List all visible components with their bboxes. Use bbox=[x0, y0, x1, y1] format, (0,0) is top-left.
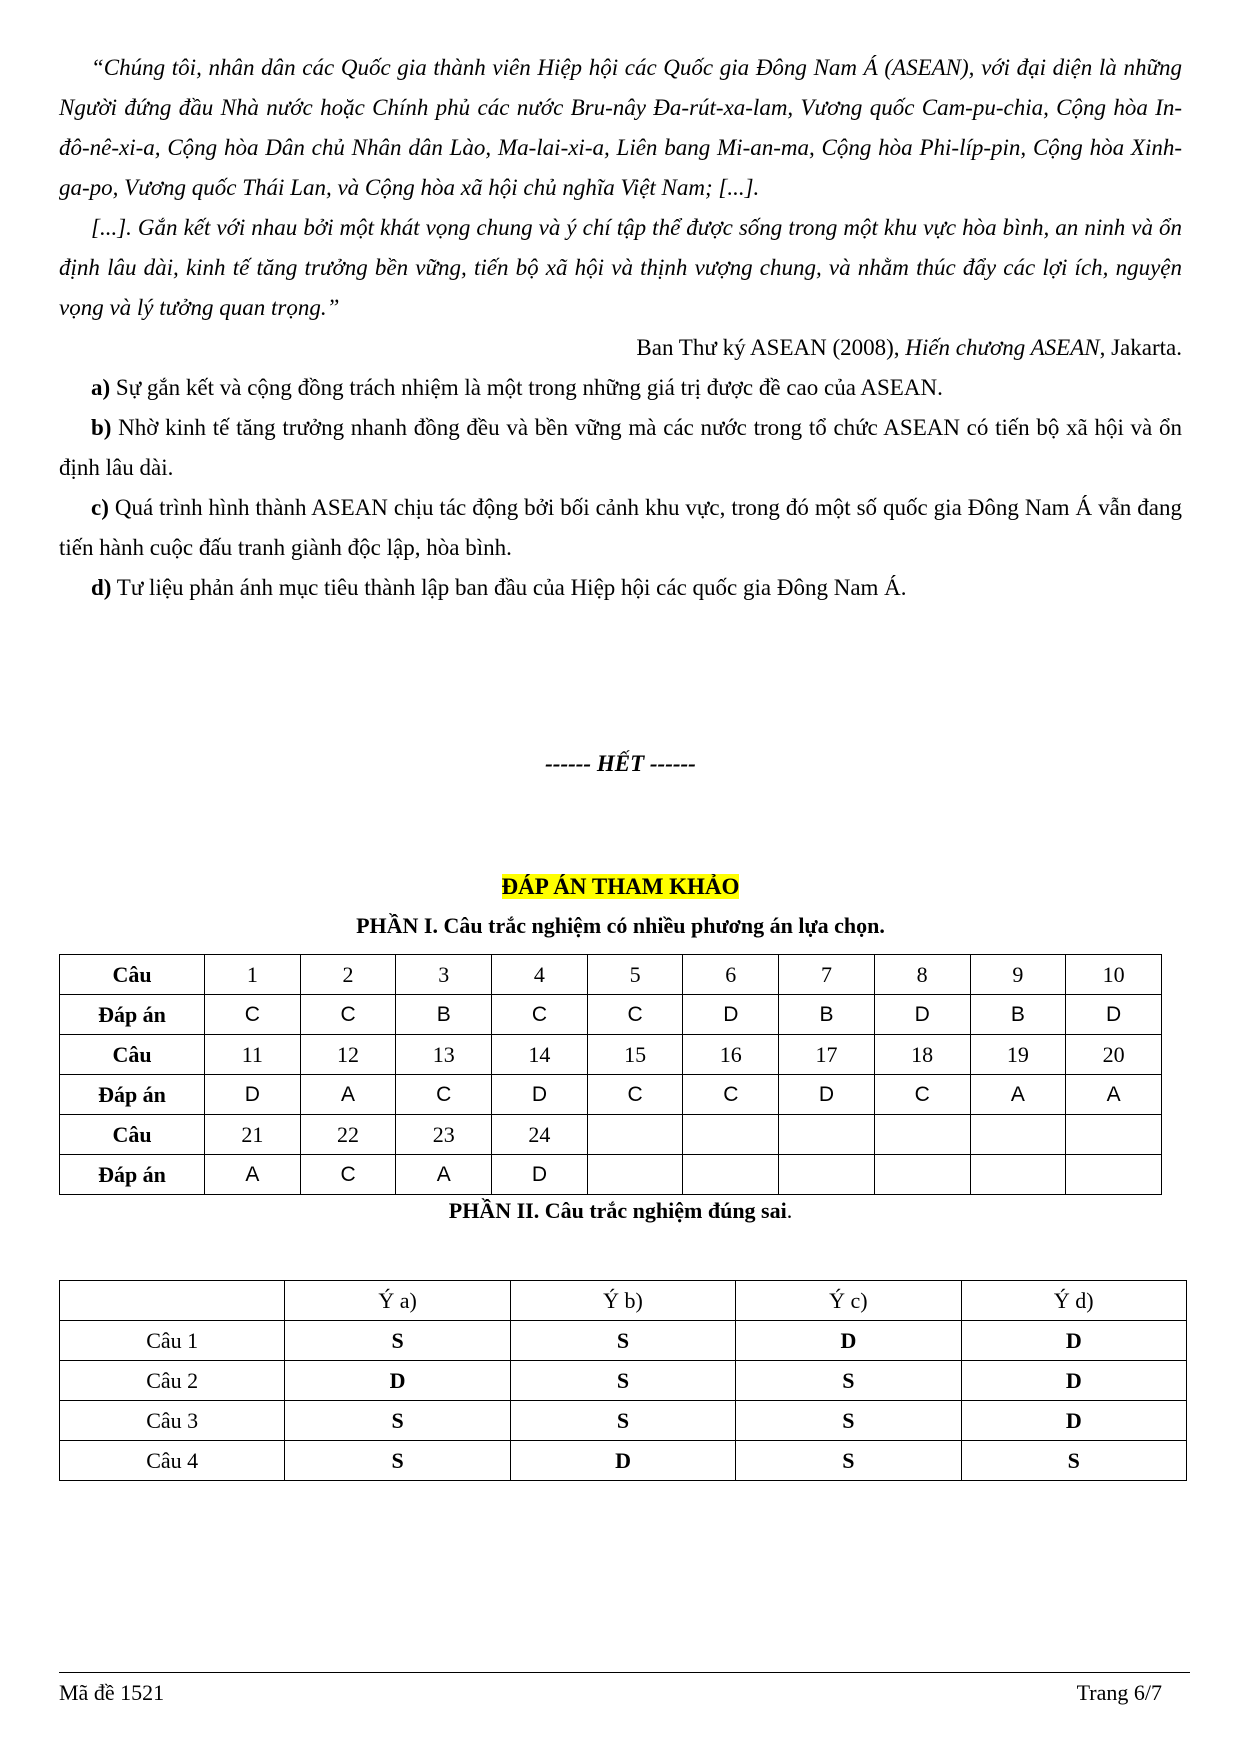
answer-cell: B bbox=[779, 995, 875, 1035]
header-cell: Ý d) bbox=[961, 1281, 1186, 1321]
question-number-cell: 5 bbox=[587, 955, 683, 995]
value-cell: S bbox=[285, 1401, 510, 1441]
value-cell: D bbox=[510, 1441, 735, 1481]
question-number-cell: 9 bbox=[970, 955, 1066, 995]
question-row bbox=[60, 955, 1162, 995]
quote-paragraph-2: [...]. Gắn kết với nhau bởi một khát vọng chung và ý chí tập thể được sống trong một khu vực hòa bình, an ninh và ổn định lâu dài, kinh tế tăng trưởng bền vững, tiến bộ xã hội và thịnh vượng chung, và nhằm thúc đẩy các lợi ích, nguyện vọng và lý tưởng quan trọng.” bbox=[59, 215, 1182, 320]
value-cell: S bbox=[285, 1441, 510, 1481]
question-number-cell: 24 bbox=[492, 1115, 588, 1155]
quote-paragraph-1: “Chúng tôi, nhân dân các Quốc gia thành viên Hiệp hội các Quốc gia Đông Nam Á (ASEAN), với đại diện là những Người đứng đầu Nhà nước hoặc Chính phủ các nước Bru-nây Đa-rút-xa-lam, Vương quốc Cam-pu-chia, Cộng hòa In-đô-nê-xi-a, Cộng hòa Dân chủ Nhân dân Lào, Ma-lai-xi-a, Liên bang Mi-an-ma, Cộng hòa Phi-líp-pin, Cộng hòa Xinh-ga-po, Vương quốc Thái Lan, và Cộng hòa xã hội chủ nghĩa Việt Nam; [...]. bbox=[59, 55, 1182, 200]
header-cell: Ý a) bbox=[285, 1281, 510, 1321]
answer-cell: C bbox=[587, 1075, 683, 1115]
question-number-cell bbox=[1066, 1115, 1162, 1155]
question-number-cell: 10 bbox=[1066, 955, 1162, 995]
answer-cell: C bbox=[300, 1155, 396, 1195]
question-number-cell bbox=[683, 1115, 779, 1155]
part1-answer-table bbox=[59, 954, 1162, 1195]
table-row bbox=[60, 1441, 1187, 1481]
question-number-cell bbox=[970, 1115, 1066, 1155]
value-cell: S bbox=[510, 1401, 735, 1441]
question-number-cell: 14 bbox=[492, 1035, 588, 1075]
answer-cell: A bbox=[205, 1155, 301, 1195]
question-number-cell: 2 bbox=[300, 955, 396, 995]
answer-label-cell: Đáp án bbox=[60, 995, 205, 1035]
source-title: Hiến chương ASEAN bbox=[905, 335, 1100, 360]
answer-cell: D bbox=[1066, 995, 1162, 1035]
answer-cell: C bbox=[300, 995, 396, 1035]
question-number-cell: 15 bbox=[587, 1035, 683, 1075]
question-number-cell: 7 bbox=[779, 955, 875, 995]
value-cell: D bbox=[961, 1401, 1186, 1441]
question-row bbox=[60, 1115, 1162, 1155]
option-b bbox=[59, 408, 1182, 488]
question-label-cell: Câu bbox=[60, 955, 205, 995]
part2-title-end: . bbox=[786, 1198, 793, 1223]
header-cell bbox=[60, 1281, 285, 1321]
question-number-cell bbox=[587, 1115, 683, 1155]
question-number-cell: 3 bbox=[396, 955, 492, 995]
question-label-cell: Câu bbox=[60, 1035, 205, 1075]
question-number-cell: 6 bbox=[683, 955, 779, 995]
question-number-cell: 1 bbox=[205, 955, 301, 995]
question-number-cell: 21 bbox=[205, 1115, 301, 1155]
answer-cell: D bbox=[492, 1155, 588, 1195]
part1-title: PHẦN I. Câu trắc nghiệm có nhiều phương án lựa chọn. bbox=[356, 913, 885, 938]
row-label-cell: Câu 2 bbox=[60, 1361, 285, 1401]
question-number-cell: 11 bbox=[205, 1035, 301, 1075]
part2-title bbox=[59, 1198, 1182, 1224]
table-row bbox=[60, 1361, 1187, 1401]
question-number-cell: 23 bbox=[396, 1115, 492, 1155]
answer-cell bbox=[683, 1155, 779, 1195]
question-number-cell bbox=[874, 1115, 970, 1155]
options-list bbox=[59, 368, 1182, 608]
answer-cell: C bbox=[683, 1075, 779, 1115]
table-row bbox=[60, 1321, 1187, 1361]
quote-source bbox=[59, 328, 1182, 368]
option-text: Sự gắn kết và cộng đồng trách nhiệm là một trong những giá trị được đề cao của ASEAN. bbox=[110, 375, 943, 400]
answer-cell: D bbox=[205, 1075, 301, 1115]
answer-cell bbox=[779, 1155, 875, 1195]
question-number-cell: 16 bbox=[683, 1035, 779, 1075]
question-number-cell: 4 bbox=[492, 955, 588, 995]
option-d bbox=[59, 568, 1182, 608]
table-row bbox=[60, 1401, 1187, 1441]
answer-cell: B bbox=[970, 995, 1066, 1035]
value-cell: D bbox=[961, 1361, 1186, 1401]
question-number-cell: 12 bbox=[300, 1035, 396, 1075]
header-cell: Ý b) bbox=[510, 1281, 735, 1321]
value-cell: S bbox=[285, 1321, 510, 1361]
option-c bbox=[59, 488, 1182, 568]
answer-cell: A bbox=[300, 1075, 396, 1115]
answer-row bbox=[60, 1155, 1162, 1195]
footer-divider bbox=[59, 1672, 1190, 1673]
option-text: Nhờ kinh tế tăng trưởng nhanh đồng đều và bền vững mà các nước trong tổ chức ASEAN có tiến bộ xã hội và ổn định lâu dài. bbox=[59, 415, 1182, 480]
option-a bbox=[59, 368, 1182, 408]
option-label: b) bbox=[91, 415, 112, 440]
answer-cell: C bbox=[396, 1075, 492, 1115]
answer-row bbox=[60, 995, 1162, 1035]
value-cell: S bbox=[510, 1321, 735, 1361]
option-text: Quá trình hình thành ASEAN chịu tác động bởi bối cảnh khu vực, trong đó một số quốc gia Đông Nam Á vẫn đang tiến hành cuộc đấu tranh giành độc lập, hòa bình. bbox=[59, 495, 1182, 560]
answers-title-text: ĐÁP ÁN THAM KHẢO bbox=[501, 874, 740, 899]
answer-label-cell: Đáp án bbox=[60, 1155, 205, 1195]
answer-cell: D bbox=[492, 1075, 588, 1115]
answer-cell: A bbox=[1066, 1075, 1162, 1115]
answer-cell bbox=[587, 1155, 683, 1195]
answer-cell: C bbox=[492, 995, 588, 1035]
question-number-cell: 17 bbox=[779, 1035, 875, 1075]
answer-cell: A bbox=[396, 1155, 492, 1195]
answer-row bbox=[60, 1075, 1162, 1115]
answer-cell bbox=[970, 1155, 1066, 1195]
part2-answer-table bbox=[59, 1280, 1187, 1481]
row-label-cell: Câu 4 bbox=[60, 1441, 285, 1481]
question-number-cell: 8 bbox=[874, 955, 970, 995]
question-number-cell: 20 bbox=[1066, 1035, 1162, 1075]
source-place: , Jakarta. bbox=[1099, 335, 1182, 360]
question-row bbox=[60, 1035, 1162, 1075]
option-label: c) bbox=[91, 495, 109, 520]
value-cell: S bbox=[510, 1361, 735, 1401]
quote-block bbox=[59, 48, 1182, 328]
answer-cell bbox=[1066, 1155, 1162, 1195]
header-cell: Ý c) bbox=[736, 1281, 961, 1321]
part2-title-text: PHẦN II. Câu trắc nghiệm đúng sai bbox=[448, 1198, 787, 1223]
page-content bbox=[59, 48, 1182, 1473]
value-cell: D bbox=[285, 1361, 510, 1401]
value-cell: S bbox=[736, 1441, 961, 1481]
value-cell: S bbox=[736, 1361, 961, 1401]
answer-cell: D bbox=[874, 995, 970, 1035]
answer-cell: C bbox=[587, 995, 683, 1035]
answer-cell: D bbox=[779, 1075, 875, 1115]
answer-cell: C bbox=[874, 1075, 970, 1115]
source-author: Ban Thư ký ASEAN (2008), bbox=[636, 335, 906, 360]
answer-label-cell: Đáp án bbox=[60, 1075, 205, 1115]
header-row bbox=[60, 1281, 1187, 1321]
end-marker: ------ HẾT ------ bbox=[545, 751, 696, 776]
question-number-cell bbox=[779, 1115, 875, 1155]
option-label: d) bbox=[91, 575, 112, 600]
row-label-cell: Câu 1 bbox=[60, 1321, 285, 1361]
answer-cell: D bbox=[683, 995, 779, 1035]
question-number-cell: 19 bbox=[970, 1035, 1066, 1075]
question-label-cell: Câu bbox=[60, 1115, 205, 1155]
answer-cell: C bbox=[205, 995, 301, 1035]
question-number-cell: 22 bbox=[300, 1115, 396, 1155]
option-label: a) bbox=[91, 375, 111, 400]
question-number-cell: 18 bbox=[874, 1035, 970, 1075]
value-cell: D bbox=[736, 1321, 961, 1361]
exam-code: Mã đề 1521 bbox=[59, 1680, 165, 1705]
answer-cell: A bbox=[970, 1075, 1066, 1115]
value-cell: S bbox=[736, 1401, 961, 1441]
option-text: Tư liệu phản ánh mục tiêu thành lập ban đầu của Hiệp hội các quốc gia Đông Nam Á. bbox=[111, 575, 907, 600]
answers-title bbox=[59, 874, 1182, 900]
row-label-cell: Câu 3 bbox=[60, 1401, 285, 1441]
answer-cell: B bbox=[396, 995, 492, 1035]
value-cell: S bbox=[961, 1441, 1186, 1481]
answer-cell bbox=[874, 1155, 970, 1195]
value-cell: D bbox=[961, 1321, 1186, 1361]
page-number: Trang 6/7 bbox=[1076, 1680, 1162, 1705]
question-number-cell: 13 bbox=[396, 1035, 492, 1075]
